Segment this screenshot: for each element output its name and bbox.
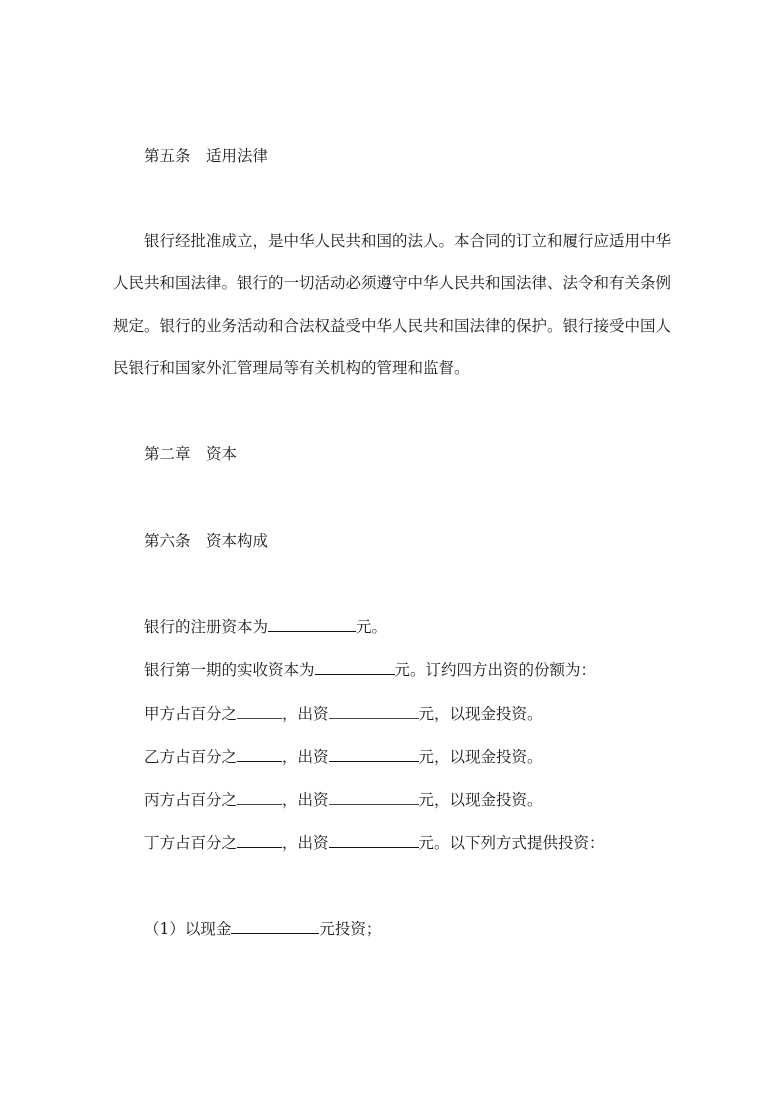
chapter-2-heading: 第二章 资本 bbox=[144, 445, 238, 463]
party-contribution-label: ，出资 bbox=[282, 705, 329, 723]
party-share-label: 甲方占百分之 bbox=[144, 705, 238, 723]
party-contribution-blank bbox=[329, 747, 419, 762]
party-contribution-blank bbox=[329, 790, 419, 805]
paid-in-capital-label: 银行第一期的实收资本为 bbox=[144, 661, 315, 679]
paragraph-line: 人民共和国法律。银行的一切活动必须遵守中华人民共和国法律、法令和有关条例 bbox=[113, 274, 672, 292]
party-contribution-suffix: 元，以现金投资。 bbox=[418, 791, 543, 809]
party-contribution-blank bbox=[329, 704, 419, 719]
party-contribution-label: ，出资 bbox=[282, 791, 329, 809]
registered-capital-blank bbox=[268, 617, 356, 632]
paragraph-line: 银行经批准成立，是中华人民共和国的法人。本合同的订立和履行应适用中华 bbox=[144, 232, 672, 250]
party-contribution-label: ，出资 bbox=[282, 748, 329, 766]
party-share-label: 丁方占百分之 bbox=[144, 834, 238, 852]
cash-investment-label: （1）以现金 bbox=[144, 920, 232, 938]
registered-capital-line bbox=[144, 617, 387, 637]
cash-investment-blank bbox=[231, 919, 319, 934]
paid-in-capital-suffix: 元。订约四方出资的份额为： bbox=[394, 661, 597, 679]
party-share-label: 丙方占百分之 bbox=[144, 791, 238, 809]
party-contribution-suffix: 元，以现金投资。 bbox=[418, 705, 543, 723]
party-contribution-label: ，出资 bbox=[282, 834, 329, 852]
registered-capital-label: 银行的注册资本为 bbox=[144, 618, 269, 636]
party-d-line bbox=[144, 833, 605, 853]
registered-capital-unit: 元。 bbox=[356, 618, 388, 636]
party-share-label: 乙方占百分之 bbox=[144, 748, 238, 766]
article-5-heading: 第五条 适用法律 bbox=[144, 147, 269, 165]
party-share-blank bbox=[237, 704, 282, 719]
party-b-line bbox=[144, 747, 543, 767]
cash-investment-item bbox=[144, 919, 381, 939]
party-c-line bbox=[144, 790, 543, 810]
paid-in-capital-blank bbox=[315, 660, 395, 675]
paragraph-line: 民银行和国家外汇管理局等有关机构的管理和监督。 bbox=[113, 359, 470, 377]
cash-investment-suffix: 元投资； bbox=[319, 920, 382, 938]
party-share-blank bbox=[237, 790, 282, 805]
party-a-line bbox=[144, 704, 543, 724]
party-contribution-suffix: 元，以现金投资。 bbox=[418, 748, 543, 766]
party-share-blank bbox=[237, 747, 282, 762]
article-6-heading: 第六条 资本构成 bbox=[144, 532, 269, 550]
party-contribution-suffix: 元。以下列方式提供投资： bbox=[418, 834, 605, 852]
party-contribution-blank bbox=[329, 833, 419, 848]
paid-in-capital-line bbox=[144, 660, 596, 680]
party-share-blank bbox=[237, 833, 282, 848]
paragraph-line: 规定。银行的业务活动和合法权益受中华人民共和国法律的保护。银行接受中国人 bbox=[113, 317, 672, 335]
